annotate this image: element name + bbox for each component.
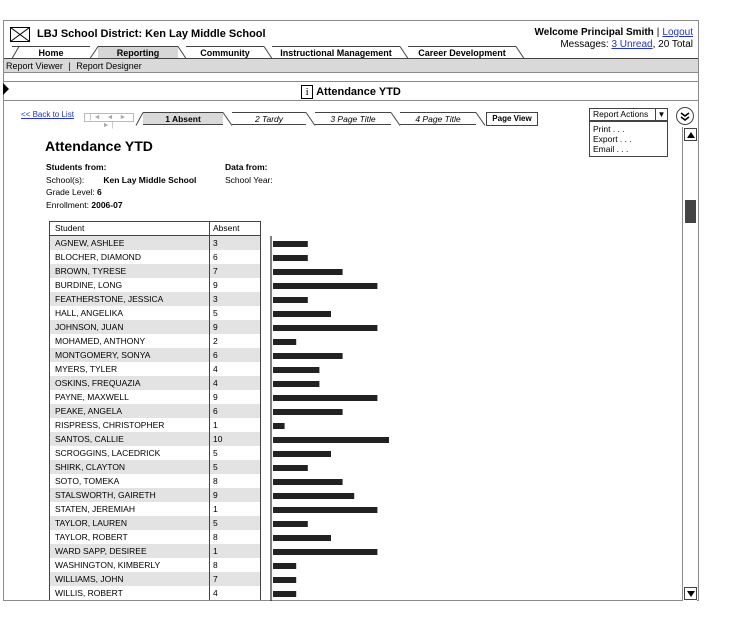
students-from-label: Students from: [46,162,107,172]
table-row [50,474,260,488]
report-title-bar [4,81,698,101]
absent-count-cell: 1 [213,546,218,556]
absence-bar [273,395,377,401]
absence-bar [273,339,296,345]
logout-link[interactable]: Logout [662,27,693,38]
tab-label: Community [200,48,250,58]
info-icon[interactable]: i [301,85,313,99]
dropdown-arrow-icon[interactable]: ▼ [655,109,667,120]
messages-label: Messages: [560,39,609,50]
grade-label: Grade Level: [46,187,95,197]
absence-bar [273,437,389,443]
absence-bar [273,451,331,457]
student-name-cell: WASHINGTON, KIMBERLY [50,558,210,572]
attendance-table [49,221,261,600]
page-view-button[interactable]: Page View [486,112,538,126]
absent-count-cell: 10 [213,434,223,444]
column-header-absent: Absent [213,223,240,233]
school-year-label: School Year: [225,174,273,185]
report-heading: Attendance YTD [45,138,153,154]
absence-bar [273,549,377,555]
absence-bar [273,591,296,597]
vertical-scrollbar[interactable] [682,127,697,601]
absent-count-cell: 6 [213,252,218,262]
absent-count-cell: 9 [213,280,218,290]
student-name-cell: PEAKE, ANGELA [50,404,210,418]
absent-count-cell: 5 [213,518,218,528]
absent-count-cell: 2 [213,336,218,346]
absence-bar [273,283,377,289]
subnav-separator: | [68,61,71,71]
table-row [50,334,260,348]
report-actions-menu [589,121,668,157]
report-tab-label: 1 Absent [165,114,201,124]
absence-bar [273,255,308,261]
back-to-list-link[interactable]: << Back to List [21,110,74,119]
student-name-cell: PAYNE, MAXWELL [50,390,210,404]
table-row [50,306,260,320]
student-name-cell: HALL, ANGELIKA [50,306,210,320]
student-name-cell: WARD SAPP, DESIREE [50,544,210,558]
absence-bar [273,297,308,303]
student-name-cell: SHIRK, CLAYTON [50,460,210,474]
absence-bar [273,381,319,387]
table-row [50,460,260,474]
student-name-cell: WILLIS, ROBERT [50,586,210,600]
report-tab-slants [132,112,488,126]
tab-label: Instructional Management [280,48,392,58]
enrollment-value: 2006-07 [91,199,123,210]
absent-count-cell: 8 [213,560,218,570]
absence-bar [273,269,343,275]
report-title: Attendance YTD [316,86,401,98]
table-row [50,404,260,418]
header-separator: | [656,27,660,38]
table-row [50,586,260,600]
absent-count-cell: 9 [213,322,218,332]
absent-count-cell: 8 [213,532,218,542]
absence-bar [273,311,331,317]
table-row [50,502,260,516]
data-source [225,161,273,186]
table-header [50,222,260,236]
report-actions-label: Report Actions [593,109,649,119]
absence-bar [273,423,285,429]
report-tab-label: 2 Tardy [254,114,284,124]
school-label: School(s): [46,174,85,185]
absent-count-cell: 3 [213,294,218,304]
student-name-cell: AGNEW, ASHLEE [50,236,210,250]
student-name-cell: OSKINS, FREQUAZIA [50,376,210,390]
table-row [50,236,260,250]
absence-bar [273,241,308,247]
student-name-cell: TAYLOR, ROBERT [50,530,210,544]
menu-item-email[interactable]: Email . . . [593,144,629,154]
absent-count-cell: 4 [213,364,218,374]
student-name-cell: STALSWORTH, GAIRETH [50,488,210,502]
absent-count-cell: 7 [213,574,218,584]
absent-count-cell: 5 [213,448,218,458]
app-window [3,20,699,601]
grade-value: 6 [97,187,102,197]
subnav-report-viewer[interactable]: Report Viewer [6,61,63,71]
absent-count-cell: 3 [213,238,218,248]
absent-count-cell: 9 [213,490,218,500]
student-name-cell: BLOCHER, DIAMOND [50,250,210,264]
student-name-cell: SCROGGINS, LACEDRICK [50,446,210,460]
absence-bar [273,507,377,513]
welcome-text: Welcome Principal Smith [534,27,654,38]
report-tab-label: 4 Page Title [415,114,461,124]
absent-count-cell: 9 [213,392,218,402]
tab-label: Reporting [116,48,160,58]
subnav-report-designer[interactable]: Report Designer [76,61,142,71]
scroll-up-icon[interactable] [684,128,697,141]
absence-bar [273,521,308,527]
absence-bar [273,325,377,331]
absence-bar [273,353,343,359]
student-name-cell: FEATHERSTONE, JESSICA [50,292,210,306]
absent-count-cell: 8 [213,476,218,486]
table-row [50,390,260,404]
pager-controls[interactable]: |◄ ◄ ► ►| [84,113,134,122]
absence-bar [273,577,296,583]
table-row [50,544,260,558]
student-name-cell: RISPRESS, CHRISTOPHER [50,418,210,432]
sub-navigation [4,59,698,73]
report-tab-label: 3 Page Title [330,114,376,124]
absence-bar [273,563,296,569]
absent-count-cell: 5 [213,462,218,472]
collapse-chevron-icon[interactable] [676,107,694,125]
report-filters [46,161,196,211]
absence-bar [273,367,319,373]
student-name-cell: WILLIAMS, JOHN [50,572,210,586]
table-body [50,236,260,600]
menu-item-print[interactable]: Print . . . [593,124,625,134]
student-name-cell: STATEN, JEREMIAH [50,502,210,516]
table-row [50,348,260,362]
absent-count-cell: 6 [213,406,218,416]
table-row [50,362,260,376]
student-name-cell: SOTO, TOMEKA [50,474,210,488]
absence-bar [273,465,308,471]
student-name-cell: MONTGOMERY, SONYA [50,348,210,362]
table-row [50,488,260,502]
table-row [50,292,260,306]
school-value: Ken Lay Middle School [103,174,197,185]
menu-item-export[interactable]: Export . . . [593,134,632,144]
absent-count-cell: 4 [213,588,218,598]
unread-messages-link[interactable]: 3 Unread [611,39,653,50]
absence-bar [273,535,331,541]
table-row [50,572,260,586]
student-name-cell: MYERS, TYLER [50,362,210,376]
table-row [50,558,260,572]
data-from-label: Data from: [225,162,268,172]
app-title: LBJ School District: Ken Lay Middle School [37,28,266,40]
table-row [50,250,260,264]
student-name-cell: SANTOS, CALLIE [50,432,210,446]
table-row [50,530,260,544]
absence-bar-chart [270,236,420,601]
table-row [50,264,260,278]
column-header-student: Student [50,222,210,235]
absent-count-cell: 1 [213,504,218,514]
messages-total: , 20 Total [652,39,693,50]
enrollment-label: Enrollment: [46,199,89,210]
report-actions-select[interactable] [589,108,668,121]
student-name-cell: MOHAMED, ANTHONY [50,334,210,348]
student-name-cell: TAYLOR, LAUREN [50,516,210,530]
absent-count-cell: 7 [213,266,218,276]
table-row [50,418,260,432]
absent-count-cell: 4 [213,378,218,388]
tab-label: Career Development [418,48,506,58]
absent-count-cell: 6 [213,350,218,360]
table-row [50,278,260,292]
scroll-down-icon[interactable] [684,587,697,600]
student-name-cell: BROWN, TYRESE [50,264,210,278]
table-row [50,446,260,460]
absence-bar [273,493,354,499]
absence-bar [273,409,343,415]
absent-count-cell: 1 [213,420,218,430]
absence-bar [273,479,343,485]
student-name-cell: BURDINE, LONG [50,278,210,292]
table-row [50,432,260,446]
logo-icon [10,27,30,42]
table-row [50,376,260,390]
absent-count-cell: 5 [213,308,218,318]
table-row [50,516,260,530]
scroll-thumb[interactable] [685,200,696,223]
tab-label: Home [38,48,64,58]
table-row [50,320,260,334]
student-name-cell: JOHNSON, JUAN [50,320,210,334]
